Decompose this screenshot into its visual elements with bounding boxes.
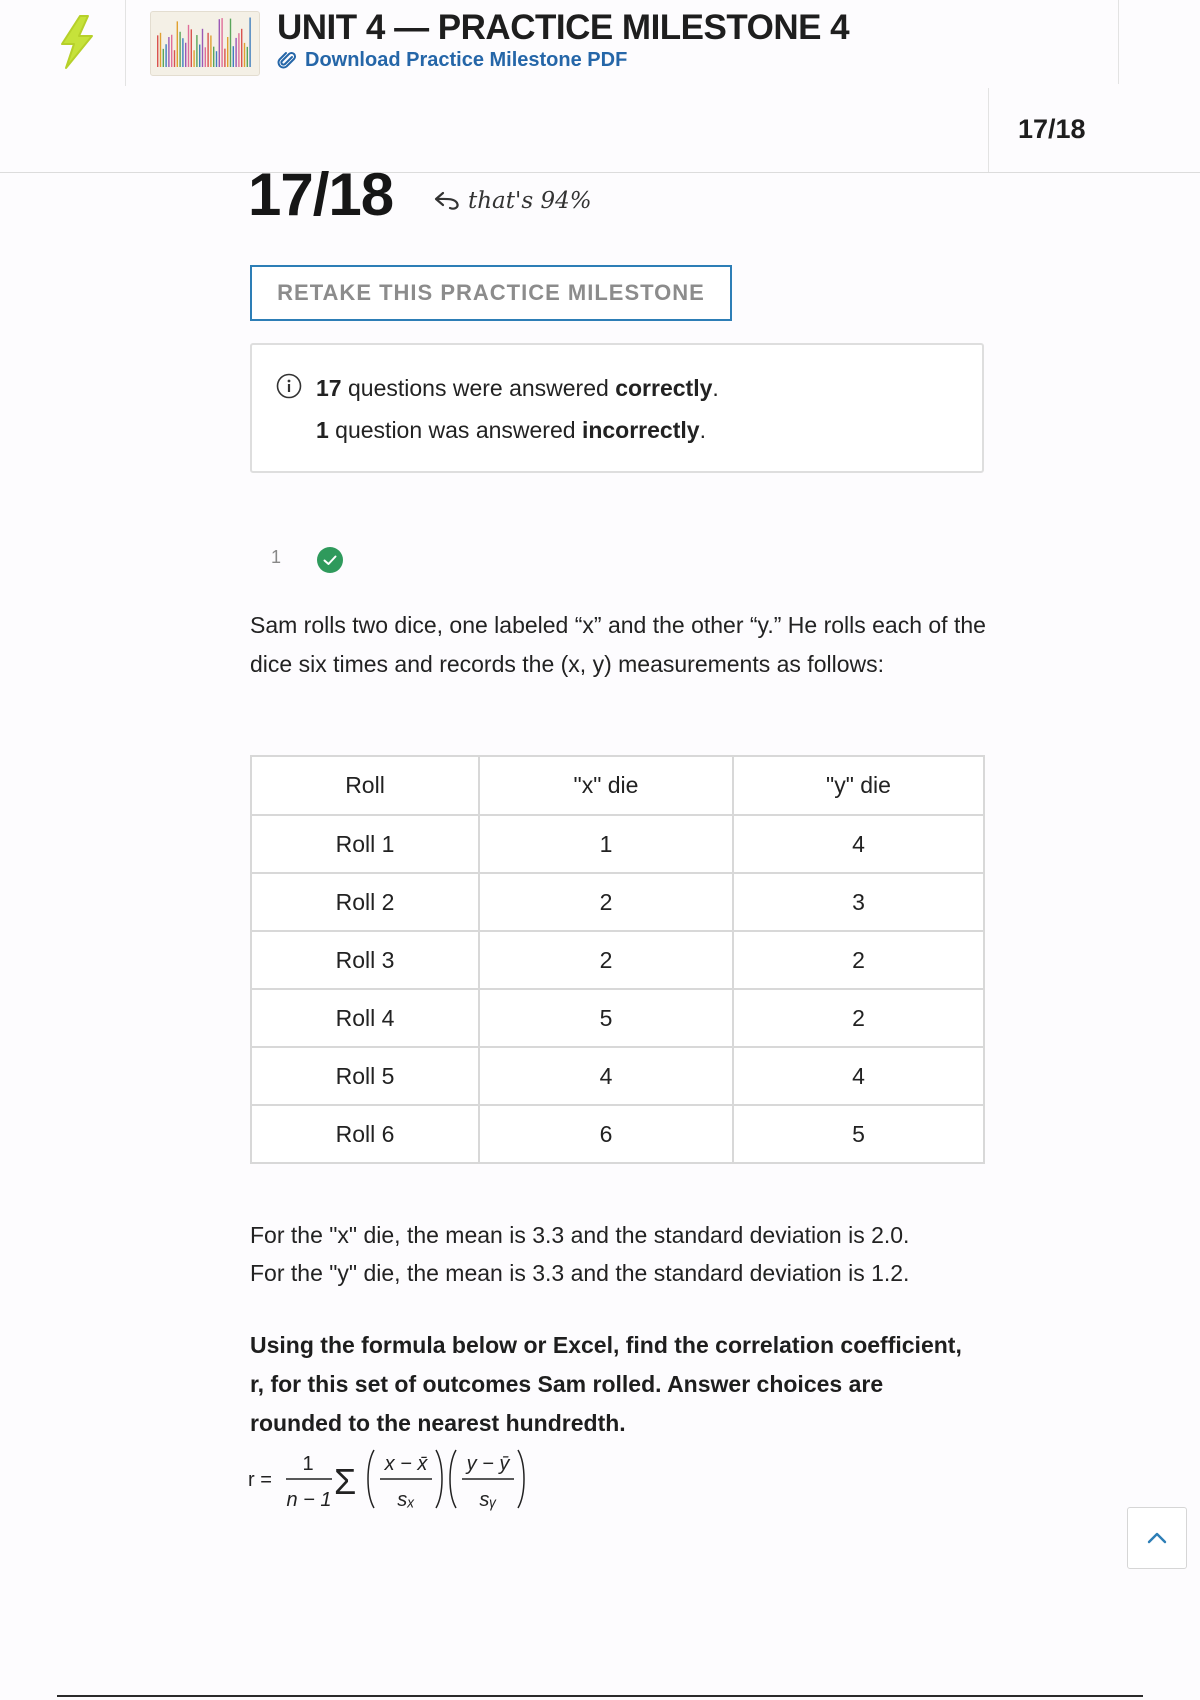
thumbnail-bar (249, 18, 250, 67)
header-divider (125, 0, 126, 86)
thumbnail-bar (213, 47, 214, 67)
thumbnail-bar (160, 33, 161, 67)
table-header: "y" die (733, 756, 984, 815)
incorrect-end: . (699, 417, 706, 443)
y-die-stats: For the "y" die, the mean is 3.3 and the standard deviation is 1.2. (250, 1260, 910, 1286)
unit-thumbnail (150, 11, 260, 76)
logo-area[interactable] (0, 0, 125, 88)
info-icon (276, 373, 302, 399)
download-pdf-label[interactable]: Download Practice Milestone PDF (305, 49, 628, 71)
thumbnail-bar (244, 43, 245, 67)
curved-arrow-icon (432, 189, 462, 213)
thumbnail-bar (185, 43, 186, 67)
thumbnail-bar (221, 18, 222, 67)
table-cell: Roll 2 (251, 873, 479, 931)
correct-word: correctly (615, 375, 713, 401)
thumbnail-bar (202, 29, 203, 67)
table-row (251, 1105, 984, 1163)
thumbnail-bar (224, 49, 225, 67)
thumbnail-bar (182, 38, 183, 67)
formula-lhs: r = (248, 1469, 272, 1491)
table-cell: 2 (479, 873, 733, 931)
formula-x-num: x − x̄ (384, 1453, 428, 1475)
formula-x-den: sₓ (397, 1489, 415, 1511)
page-title: UNIT 4 — PRACTICE MILESTONE 4 (277, 8, 850, 47)
thumbnail-bar (207, 33, 208, 67)
dice-statistics (250, 1216, 909, 1292)
thumbnail-bar (238, 33, 239, 67)
table-cell: 6 (479, 1105, 733, 1163)
question-number: 1 (271, 547, 282, 567)
incorrect-summary (316, 417, 706, 444)
incorrect-text: question was answered (328, 417, 582, 443)
question-prompt: Using the formula below or Excel, find the correlation coefficient, r, for this set of outcomes Sam rolled. Answer choices are rounded to the nearest hundredth. (250, 1332, 962, 1436)
formula-y-num: y − ȳ (466, 1453, 510, 1475)
table-cell: 3 (733, 873, 984, 931)
paperclip-icon (277, 51, 297, 71)
table-cell: 4 (733, 815, 984, 873)
thumbnail-bar (188, 25, 189, 67)
formula-coef-num: 1 (302, 1453, 314, 1475)
sophia-logo-icon[interactable] (56, 14, 98, 70)
thumbnail-bar (196, 35, 197, 67)
correct-count: 17 (316, 375, 342, 401)
score-percent-text: that's 94% (468, 188, 592, 214)
thumbnail-bar (165, 44, 166, 67)
incorrect-word: incorrectly (581, 417, 700, 443)
result-summary (250, 343, 984, 473)
table-header: "x" die (479, 756, 733, 815)
chevron-up-icon (1146, 1531, 1168, 1545)
thumbnail-bar (191, 29, 192, 67)
thumbnail-bar (233, 46, 234, 67)
header-divider (1118, 0, 1119, 84)
correct-summary (316, 375, 719, 402)
retake-button[interactable]: RETAKE THIS PRACTICE MILESTONE (250, 265, 732, 321)
table-cell: 5 (733, 1105, 984, 1163)
table-row (251, 873, 984, 931)
thumbnail-bar (193, 50, 194, 67)
thumbnail-bar (230, 19, 231, 67)
score-percent-note (432, 188, 592, 214)
table-row (251, 815, 984, 873)
thumbnail-bar (177, 21, 178, 67)
thumbnail-bar (247, 47, 248, 67)
thumbnail-bar (179, 32, 180, 67)
table-header-row (251, 756, 984, 815)
table-cell: 1 (479, 815, 733, 873)
download-pdf-link[interactable] (277, 49, 627, 72)
scroll-to-top-button[interactable] (1127, 1507, 1187, 1569)
thumbnail-bar (235, 38, 236, 67)
correlation-formula (246, 1440, 566, 1520)
table-cell: 5 (479, 989, 733, 1047)
footer-divider (57, 1695, 1143, 1697)
thumbnail-bar (171, 35, 172, 67)
incorrect-count: 1 (316, 417, 329, 443)
header (0, 0, 1200, 172)
formula-y-den: sᵧ (479, 1489, 497, 1511)
thumbnail-bar (241, 29, 242, 67)
thumbnail-bar (174, 50, 175, 67)
table-cell: Roll 5 (251, 1047, 479, 1105)
formula-sum: Σ (334, 1461, 357, 1502)
thumbnail-bar (157, 35, 158, 67)
table-cell: 2 (733, 931, 984, 989)
table-header: Roll (251, 756, 479, 815)
table-cell: Roll 1 (251, 815, 479, 873)
correct-end: . (712, 375, 719, 401)
thumbnail-bar (168, 37, 169, 67)
thumbnail-bar (210, 35, 211, 67)
table-cell: 4 (733, 1047, 984, 1105)
thumbnail-bar (219, 19, 220, 67)
check-circle-icon (317, 547, 343, 573)
score-value: 17/18 (248, 161, 394, 228)
rolls-table (250, 755, 985, 1164)
table-row (251, 931, 984, 989)
thumbnail-bar (227, 37, 228, 67)
formula-coef-den: n − 1 (286, 1489, 332, 1511)
table-row (251, 989, 984, 1047)
table-cell: 2 (733, 989, 984, 1047)
correct-text: questions were answered (341, 375, 616, 401)
table-cell: Roll 4 (251, 989, 479, 1047)
thumbnail-bar (163, 49, 164, 67)
table-cell: Roll 6 (251, 1105, 479, 1163)
thumbnail-bar (205, 47, 206, 67)
thumbnail-bar (216, 51, 217, 67)
header-border (0, 172, 1200, 173)
table-cell: 4 (479, 1047, 733, 1105)
table-cell: 2 (479, 931, 733, 989)
x-die-stats: For the "x" die, the mean is 3.3 and the standard deviation is 2.0. (250, 1222, 910, 1248)
header-score: 17/18 (1018, 114, 1086, 144)
question-text: Sam rolls two dice, one labeled “x” and the other “y.” He rolls each of the dice six times and records the (x, y) measurements as follows: (250, 612, 986, 677)
table-row (251, 1047, 984, 1105)
table-cell: Roll 3 (251, 931, 479, 989)
thumbnail-bar (199, 45, 200, 67)
